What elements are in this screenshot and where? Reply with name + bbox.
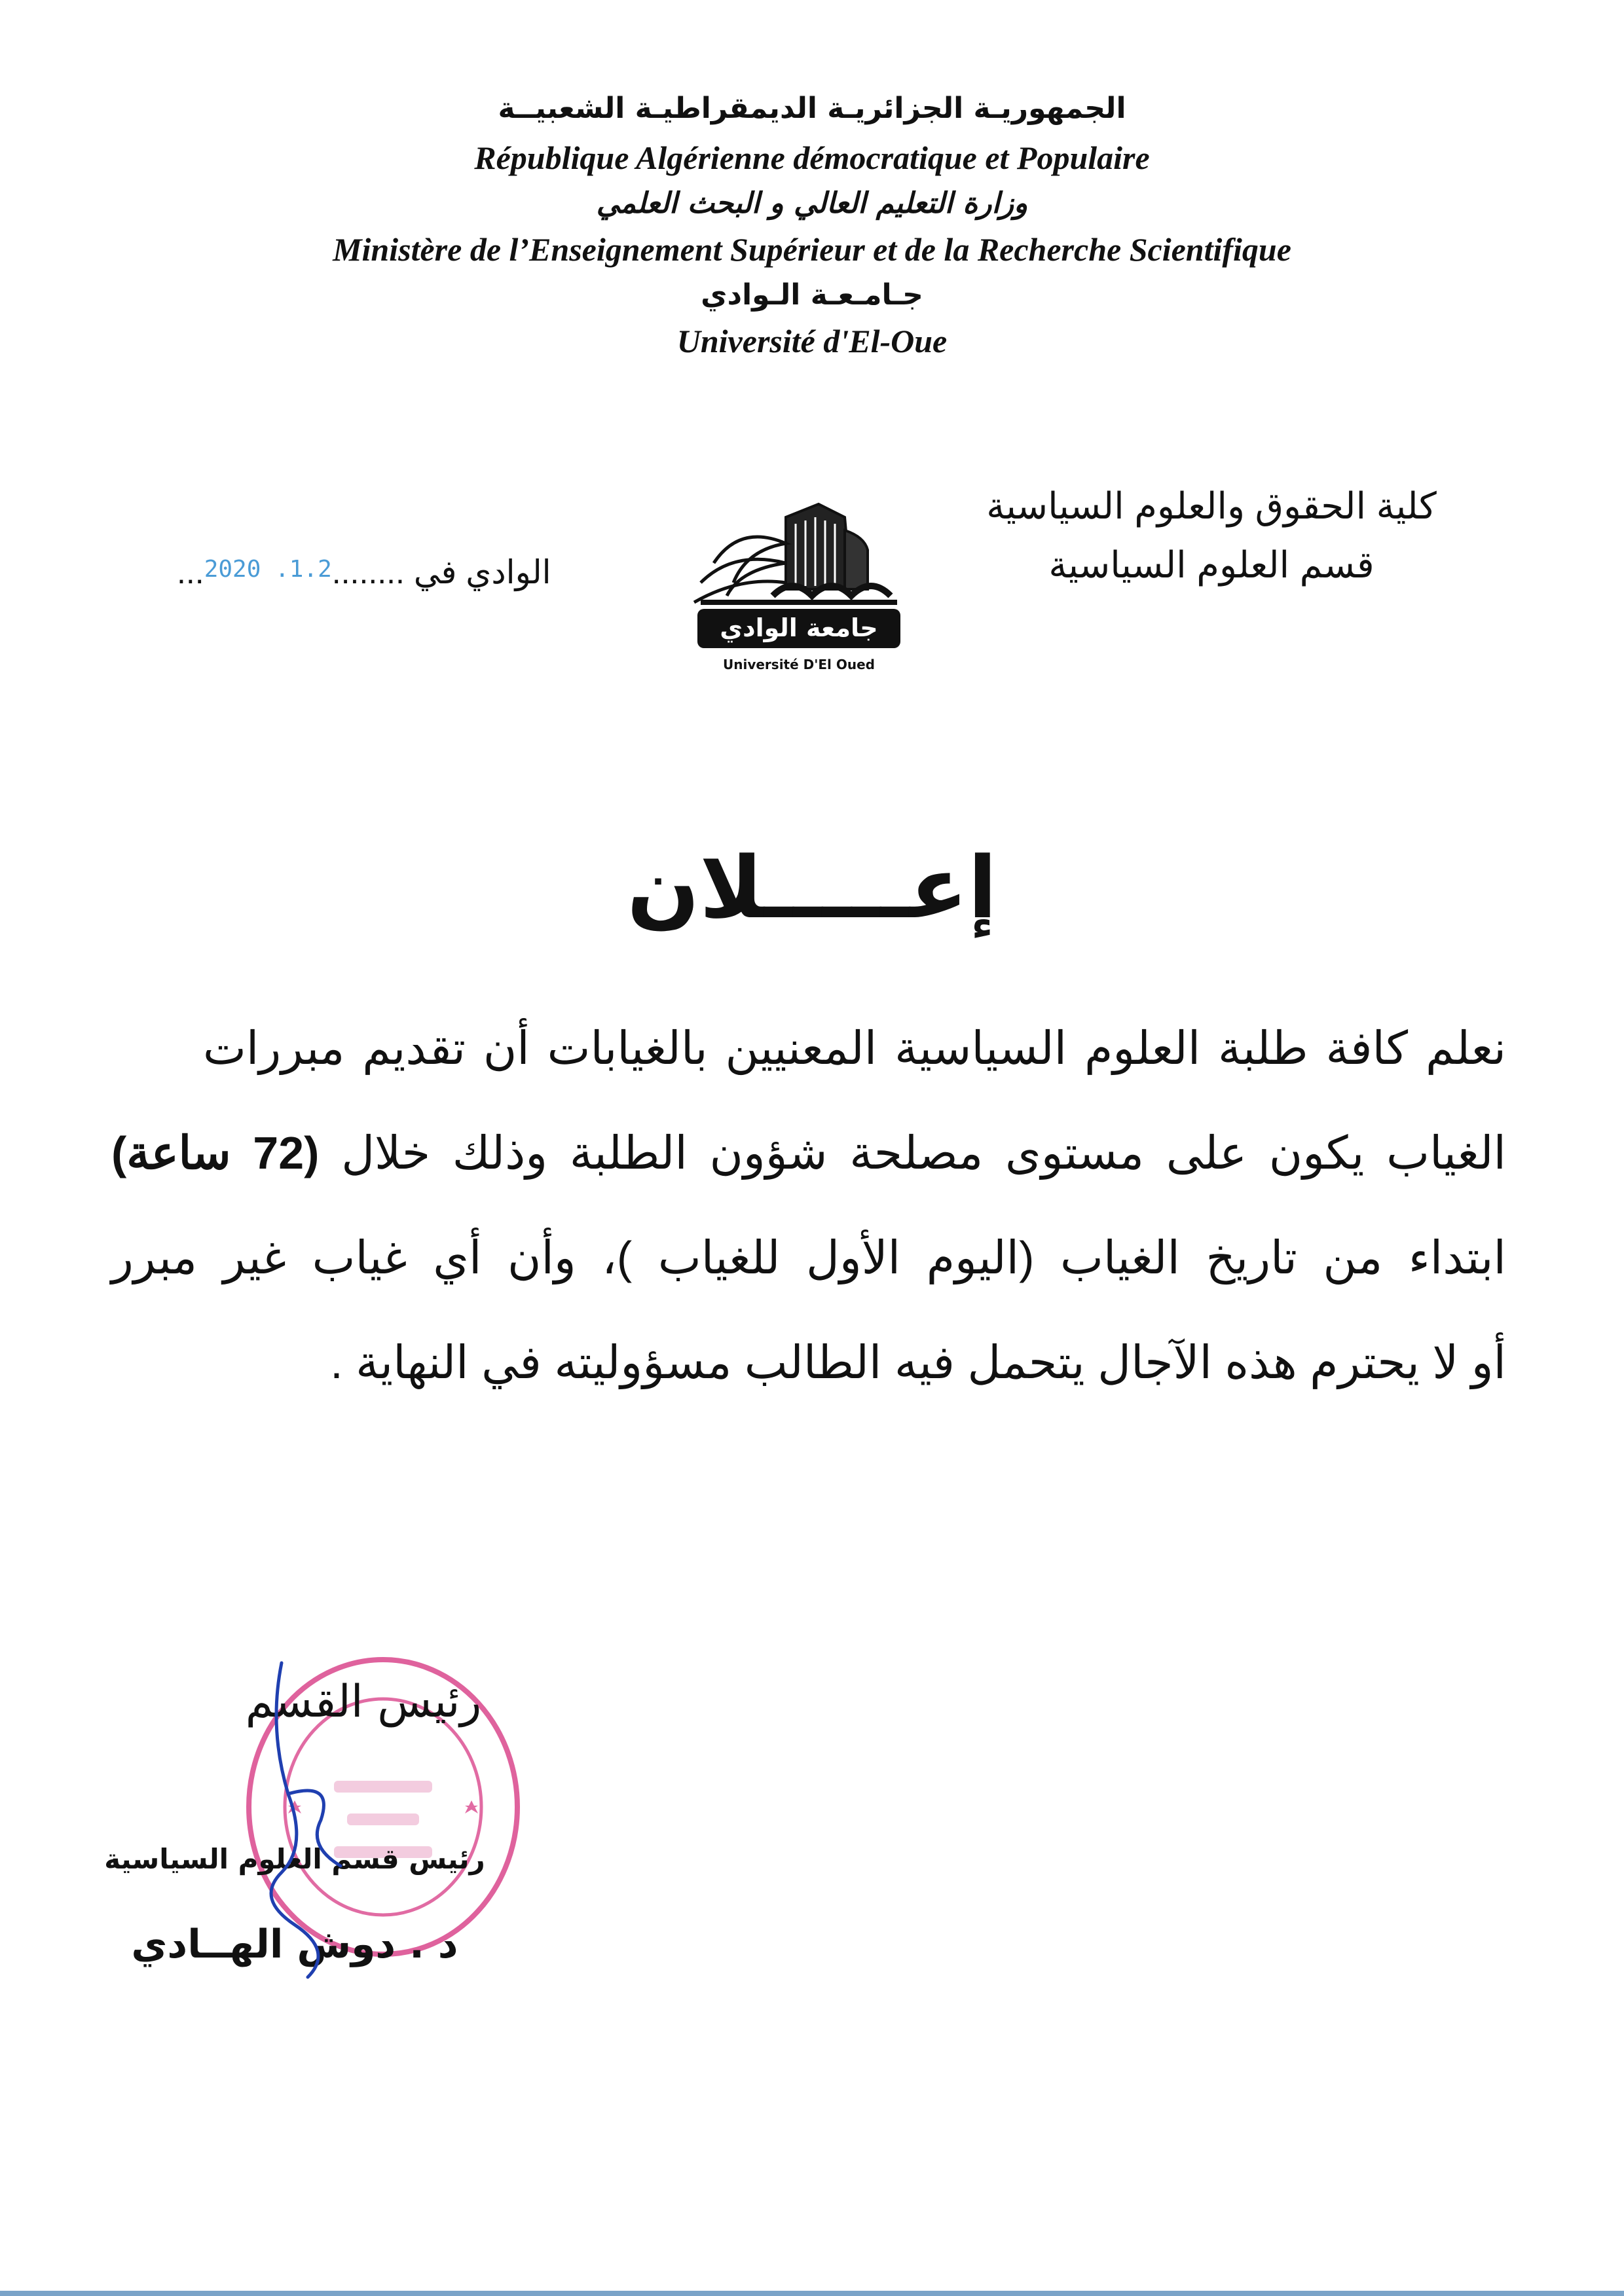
- body-line-3: ابتداء من تاريخ الغياب (اليوم الأول للغياب )، وأن أي غياب غير مبرر: [111, 1232, 1506, 1283]
- body-line-2-text: الغياب يكون على مستوى مصلحة شؤون الطلبة وذلك خلال: [341, 1127, 1506, 1178]
- university-fr: Université d'El-Oue: [676, 323, 948, 359]
- date-dots-right: ........: [331, 554, 405, 591]
- logo-name-fr: Université D'El Oued: [723, 657, 875, 672]
- stamp-star-icon: [465, 1800, 478, 1813]
- ministry-fr: Ministère de l’Enseignement Supérieur et de la Recherche Scientifique: [333, 231, 1291, 268]
- handwritten-signature: [242, 1650, 373, 1990]
- body-line-4: أو لا يحترم هذه الآجال يتحمل فيه الطالب مسؤوليته في النهاية .: [330, 1337, 1506, 1388]
- announcement-title: إعـــــلان: [627, 838, 997, 938]
- body-line-2: [111, 1126, 1506, 1180]
- date-dots-left: ...: [177, 554, 204, 591]
- faculty-name: كلية الحقوق والعلوم السياسية: [986, 485, 1437, 526]
- deadline-72-hours: (72 ساعة): [111, 1127, 320, 1178]
- date-stamp: 2020 .1.2: [204, 556, 332, 583]
- ministry-ar: وزارة التعليم العالي و البحث العلمي: [596, 187, 1028, 220]
- university-ar: جـامـعـة الـوادي: [701, 278, 923, 312]
- signature-role: رئيس قسم العلوم السياسية: [104, 1843, 485, 1875]
- university-logo: [688, 498, 910, 681]
- scan-edge: [0, 2291, 1624, 2296]
- logo-building-icon: [694, 504, 897, 602]
- logo-name-ar: جامعة الوادي: [720, 613, 878, 642]
- republic-ar: الجمهوريـة الجزائريـة الديمقراطيـة الشعبيــة: [498, 92, 1126, 125]
- signature-title: رئيس القسم: [245, 1676, 482, 1728]
- signature-name: د . دوش الهــادي: [131, 1922, 458, 1967]
- republic-fr: République Algérienne démocratique et Populaire: [474, 139, 1150, 176]
- logo-wordmark: [697, 609, 900, 672]
- place-label: الوادي في: [413, 554, 551, 591]
- place-date-line: [177, 553, 635, 591]
- body-line-1: نعلم كافة طلبة العلوم السياسية المعنيين بالغيابات أن تقديم مبررات: [203, 1023, 1506, 1074]
- department-name: قسم العلوم السياسية: [1048, 544, 1375, 585]
